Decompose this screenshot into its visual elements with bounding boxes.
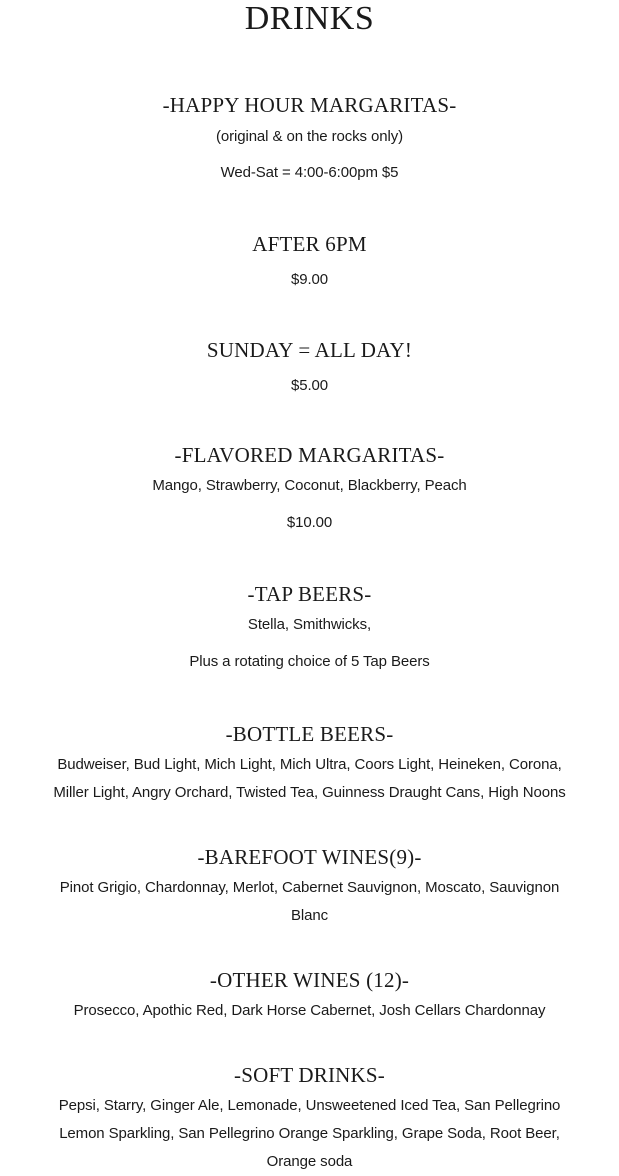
menu-line: $5.00 — [290, 377, 329, 394]
menu-line: Lemon Sparkling, San Pellegrino Orange Sparkling, Grape Soda, Root Beer, — [59, 1125, 560, 1142]
menu-line: Blanc — [290, 907, 329, 924]
menu-line: Pinot Grigio, Chardonnay, Merlot, Cabernet Sauvignon, Moscato, Sauvignon — [59, 879, 560, 896]
section-heading: -BAREFOOT WINES(9)- — [197, 845, 422, 869]
menu-line: Pepsi, Starry, Ginger Ale, Lemonade, Unsweetened Iced Tea, San Pellegrino — [58, 1097, 561, 1114]
section-heading: AFTER 6PM — [252, 232, 367, 256]
section-sunday — [0, 337, 619, 400]
section-heading: -OTHER WINES (12)- — [209, 968, 410, 992]
menu-line: (original & on the rocks only) — [215, 128, 404, 145]
menu-line: Budweiser, Bud Light, Mich Light, Mich Ultra, Coors Light, Heineken, Corona, — [57, 756, 562, 773]
section-heading: -FLAVORED MARGARITAS- — [174, 443, 445, 467]
section-bottle-beers — [0, 721, 619, 807]
section-other-wines — [0, 967, 619, 1025]
page-title: DRINKS — [244, 0, 375, 37]
section-happy-hour — [0, 92, 619, 187]
section-barefoot-wines — [0, 844, 619, 930]
section-heading: -SOFT DRINKS- — [234, 1063, 385, 1087]
menu-line: Mango, Strawberry, Coconut, Blackberry, Peach — [152, 477, 467, 494]
menu-line: Stella, Smithwicks, — [247, 616, 372, 633]
menu-line: Wed-Sat = 4:00-6:00pm $5 — [220, 164, 399, 181]
menu-line: Orange soda — [266, 1153, 353, 1170]
menu-line: Prosecco, Apothic Red, Dark Horse Cabernet, Josh Cellars Chardonnay — [73, 1002, 546, 1019]
section-heading: SUNDAY = ALL DAY! — [206, 338, 413, 362]
menu-line: Miller Light, Angry Orchard, Twisted Tea, Guinness Draught Cans, High Noons — [53, 784, 566, 801]
section-flavored-margaritas — [0, 442, 619, 537]
section-tap-beers — [0, 581, 619, 676]
menu-line: $10.00 — [286, 514, 333, 531]
section-heading: -BOTTLE BEERS- — [225, 722, 394, 746]
menu-line: $9.00 — [290, 271, 329, 288]
section-heading: -HAPPY HOUR MARGARITAS- — [162, 93, 457, 117]
section-heading: -TAP BEERS- — [247, 582, 372, 606]
section-after-6pm — [0, 231, 619, 294]
section-soft-drinks — [0, 1062, 619, 1176]
menu-line: Plus a rotating choice of 5 Tap Beers — [189, 653, 430, 670]
